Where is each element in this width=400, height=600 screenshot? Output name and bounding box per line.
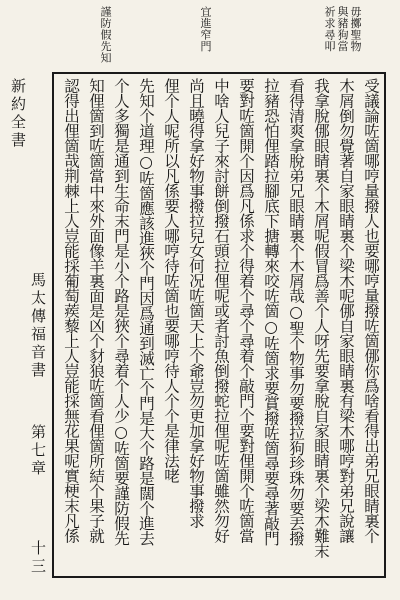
text-column: 个人多獨是通到生命末門是小个路是狹个尋着个人少○咗箇要謹防假先: [112, 78, 130, 546]
text-column: 知俚箇到咗箇當中來外面像羊裏面是凶个豺狼咗箇看俚箇所結个果子就: [87, 78, 105, 543]
text-column: 先知个道理○咗箇應該進狹个門因爲通到滅亡个門是大个路是闊个進去: [137, 78, 155, 546]
text-column: 中啥人兒子來討餅倒撥石頭拉俚呢或者討魚倒撥蛇拉俚呢咗箇雖然勿好: [212, 78, 230, 543]
text-column: 我拿脫㑚眼睛裏个木屑呢假冒爲善个人呀先要拿脫自家眼睛裏个梁木難末: [312, 78, 330, 558]
text-column: 受議論咗箇哪哼量撥人也要哪哼量撥咗箇㑚你爲啥看得出弟兄眼睛裏个: [362, 78, 380, 543]
text-column: 認得出俚箇哉荆棘上人豈能採葡萄蒺藜上人豈能採無花果呢實梗末凡係: [62, 78, 80, 543]
text-column: 拉豬恐怕俚踏拉腳底下搪轉來咬咗箇○咗箇求要賞撥咗箇尋要尋著敲門: [262, 78, 280, 546]
book-title: 新約全書: [9, 78, 27, 150]
text-column: 俚个人呢所以凡係要人哪哼待咗箇也要哪哼待人个个是律法咾: [162, 78, 180, 483]
top-notes: [60, 6, 390, 70]
note-narrow-gate: 宜進窄門: [199, 6, 212, 52]
text-column: 尚且曉得拿好物事撥拉兒女何况咗箇天上个爺豈勿更加拿好物事撥求: [187, 78, 205, 528]
chapter-label: 第七章: [29, 424, 47, 478]
margin-column: [6, 72, 50, 578]
note-holy-things-text: 毋擲聖物與豬狗當祈求尋叩: [323, 6, 362, 52]
text-column: 看得清爽拿脫弟兄眼睛裏个木屑哉○聖个物事勿要撥拉狗珍珠勿要丟撥: [287, 78, 305, 546]
note-holy-things: [290, 6, 362, 62]
text-column: 要對咗箇開个因爲凡係求个得着个尋个尋着个敲門个要對俚開个咗箇當: [237, 78, 255, 543]
page-number: 十三: [29, 540, 47, 576]
text-frame: [52, 72, 386, 578]
note-beware-false-prophets: 謹防假先知: [99, 6, 112, 64]
text-column: 木屑倒勿覺著自家眼睛裏个梁木呢㑚自家眼睛裏有梁木哪哼對弟兄說讓: [337, 78, 355, 543]
book-name: 馬太傳福音書: [29, 272, 47, 380]
